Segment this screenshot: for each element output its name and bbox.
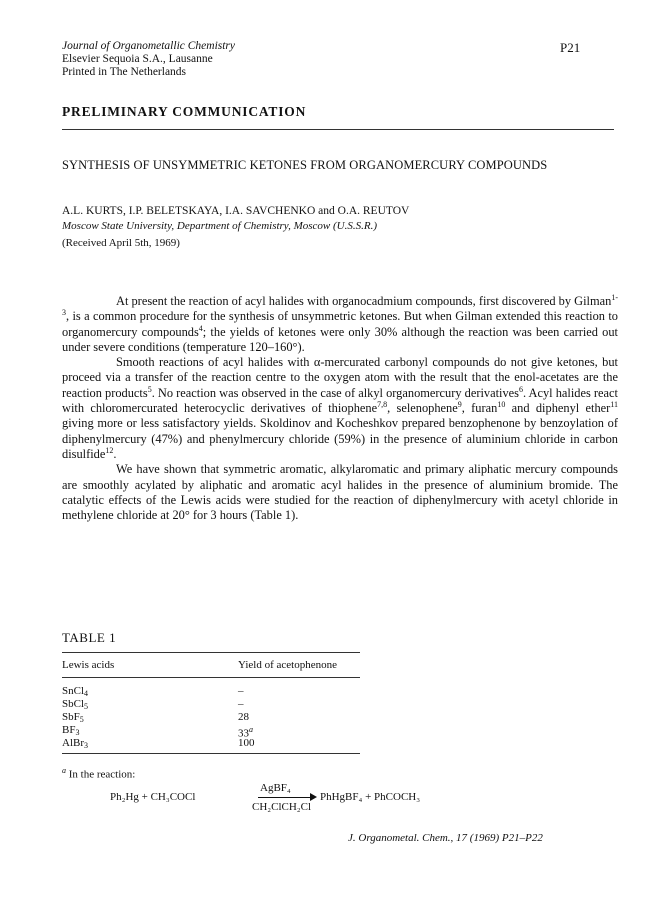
paragraph-3: We have shown that symmetric aromatic, alkylaromatic and primary aliphatic mercury compounds are smoothly acylated by aliphatic and aromatic acyl halides in the presence of aluminium bromide. The catalytic effects of the Lewis acids were studied for the reaction of diphenylmercury with acetyl chloride in methylene chloride at 20° for 3 hours (Table 1). xyxy=(62,462,618,523)
table-row: SnCl$_4$ xyxy=(62,685,89,698)
reference-mark: 9 xyxy=(457,399,462,409)
reference-mark: 10 xyxy=(497,399,506,409)
journal-citation: J. Organometal. Chem., 17 (1969) P21–P22 xyxy=(348,832,543,844)
table-header-rule xyxy=(62,677,360,678)
table-cell-yield: 100 xyxy=(238,737,255,749)
reference-mark: 4 xyxy=(198,323,203,333)
reference-mark: 1-3 xyxy=(62,292,618,318)
reference-mark: 5 xyxy=(147,384,152,394)
reference-mark: 11 xyxy=(610,399,619,409)
table-cell-yield: – xyxy=(238,698,244,710)
reference-mark: 12 xyxy=(105,445,114,455)
table-cell-yield: – xyxy=(238,685,244,697)
printed-in: Printed in The Netherlands xyxy=(62,66,187,78)
received-date: (Received April 5th, 1969) xyxy=(62,237,180,249)
table-footnote: $^a$ In the reaction: xyxy=(62,766,136,781)
affiliation: Moscow State University, Department of Chemistry, Moscow (U.S.S.R.) xyxy=(62,220,377,232)
equation-rhs: PhHgBF₄ + PhCOCH₃ xyxy=(320,791,421,803)
article-title: SYNTHESIS OF UNSYMMETRIC KETONES FROM ORGANOMERCURY COMPOUNDS xyxy=(62,158,548,172)
equation-solvent: CH₂ClCH₂Cl xyxy=(252,801,312,813)
reference-mark: 6 xyxy=(519,384,524,394)
page-number: P21 xyxy=(560,40,581,55)
section-label: PRELIMINARY COMMUNICATION xyxy=(62,104,307,119)
table-title: TABLE 1 xyxy=(62,630,117,645)
equation-reagent: AgBF₄ xyxy=(260,782,291,794)
publisher: Elsevier Sequoia S.A., Lausanne xyxy=(62,53,213,65)
arrow-head-icon xyxy=(310,793,317,801)
table-row: AlBr$_3$ xyxy=(62,737,88,750)
table-row: SbF$_5$ xyxy=(62,711,84,724)
table-cell-yield: 28 xyxy=(238,711,249,723)
table-top-rule xyxy=(62,652,360,653)
table-row: SbCl$_5$ xyxy=(62,698,89,711)
table-row: $BF_3$ xyxy=(62,724,80,737)
table-header-yield: Yield of acetophenone xyxy=(238,659,337,671)
table-header-lewis-acids: Lewis acids xyxy=(62,659,115,671)
reaction-arrow xyxy=(258,797,314,798)
reference-mark: 7,8 xyxy=(377,399,388,409)
article-body xyxy=(62,294,618,523)
journal-name: Journal of Organometallic Chemistry xyxy=(62,40,236,52)
table-bottom-rule xyxy=(62,753,360,754)
journal-header xyxy=(62,40,235,79)
authors: A.L. KURTS, I.P. BELETSKAYA, I.A. SAVCHENKO and O.A. REUTOV xyxy=(62,205,410,217)
equation-lhs: Ph₂Hg + CH₃COCl xyxy=(110,791,196,803)
table-cell-yield: 33$^a$ xyxy=(238,725,253,740)
paragraph-1: At present the reaction of acyl halides with organocadmium compounds, first discovered by Gilman$^{1-3}$, is a common procedure for the synthesis of unsymmetric ketones. But when Gilman extended this reaction to organomercury compounds$^4$; the yields of ketones were only 30% although the reaction was been carried out under severe conditions (temperature 120–160°). xyxy=(62,292,618,354)
paragraph-2: Smooth reactions of acyl halides with α-mercurated carbonyl compounds do not give ketones, but proceed via a transfer of the reaction centre to the oxygen atom with the result that the enol-acetates are the reaction products$^5$. No reaction was observed in the case of alkyl organomercury derivatives$^6$. Acyl halides react with chloromercurated heterocyclic derivatives of thiophene$^{7,8}$, selenophene$^9$, furan$^{10}$ and diphenyl ether$^{11}$ giving more or less satisfactory yields. Skoldinov and Kocheshkov prepared benzophenone by benzoylation of diphenylmercury (47%) and phenylmercury chloride (59%) in the presence of aluminium chloride in carbon disulfide$^{12}$. xyxy=(62,355,619,461)
divider xyxy=(62,129,614,130)
